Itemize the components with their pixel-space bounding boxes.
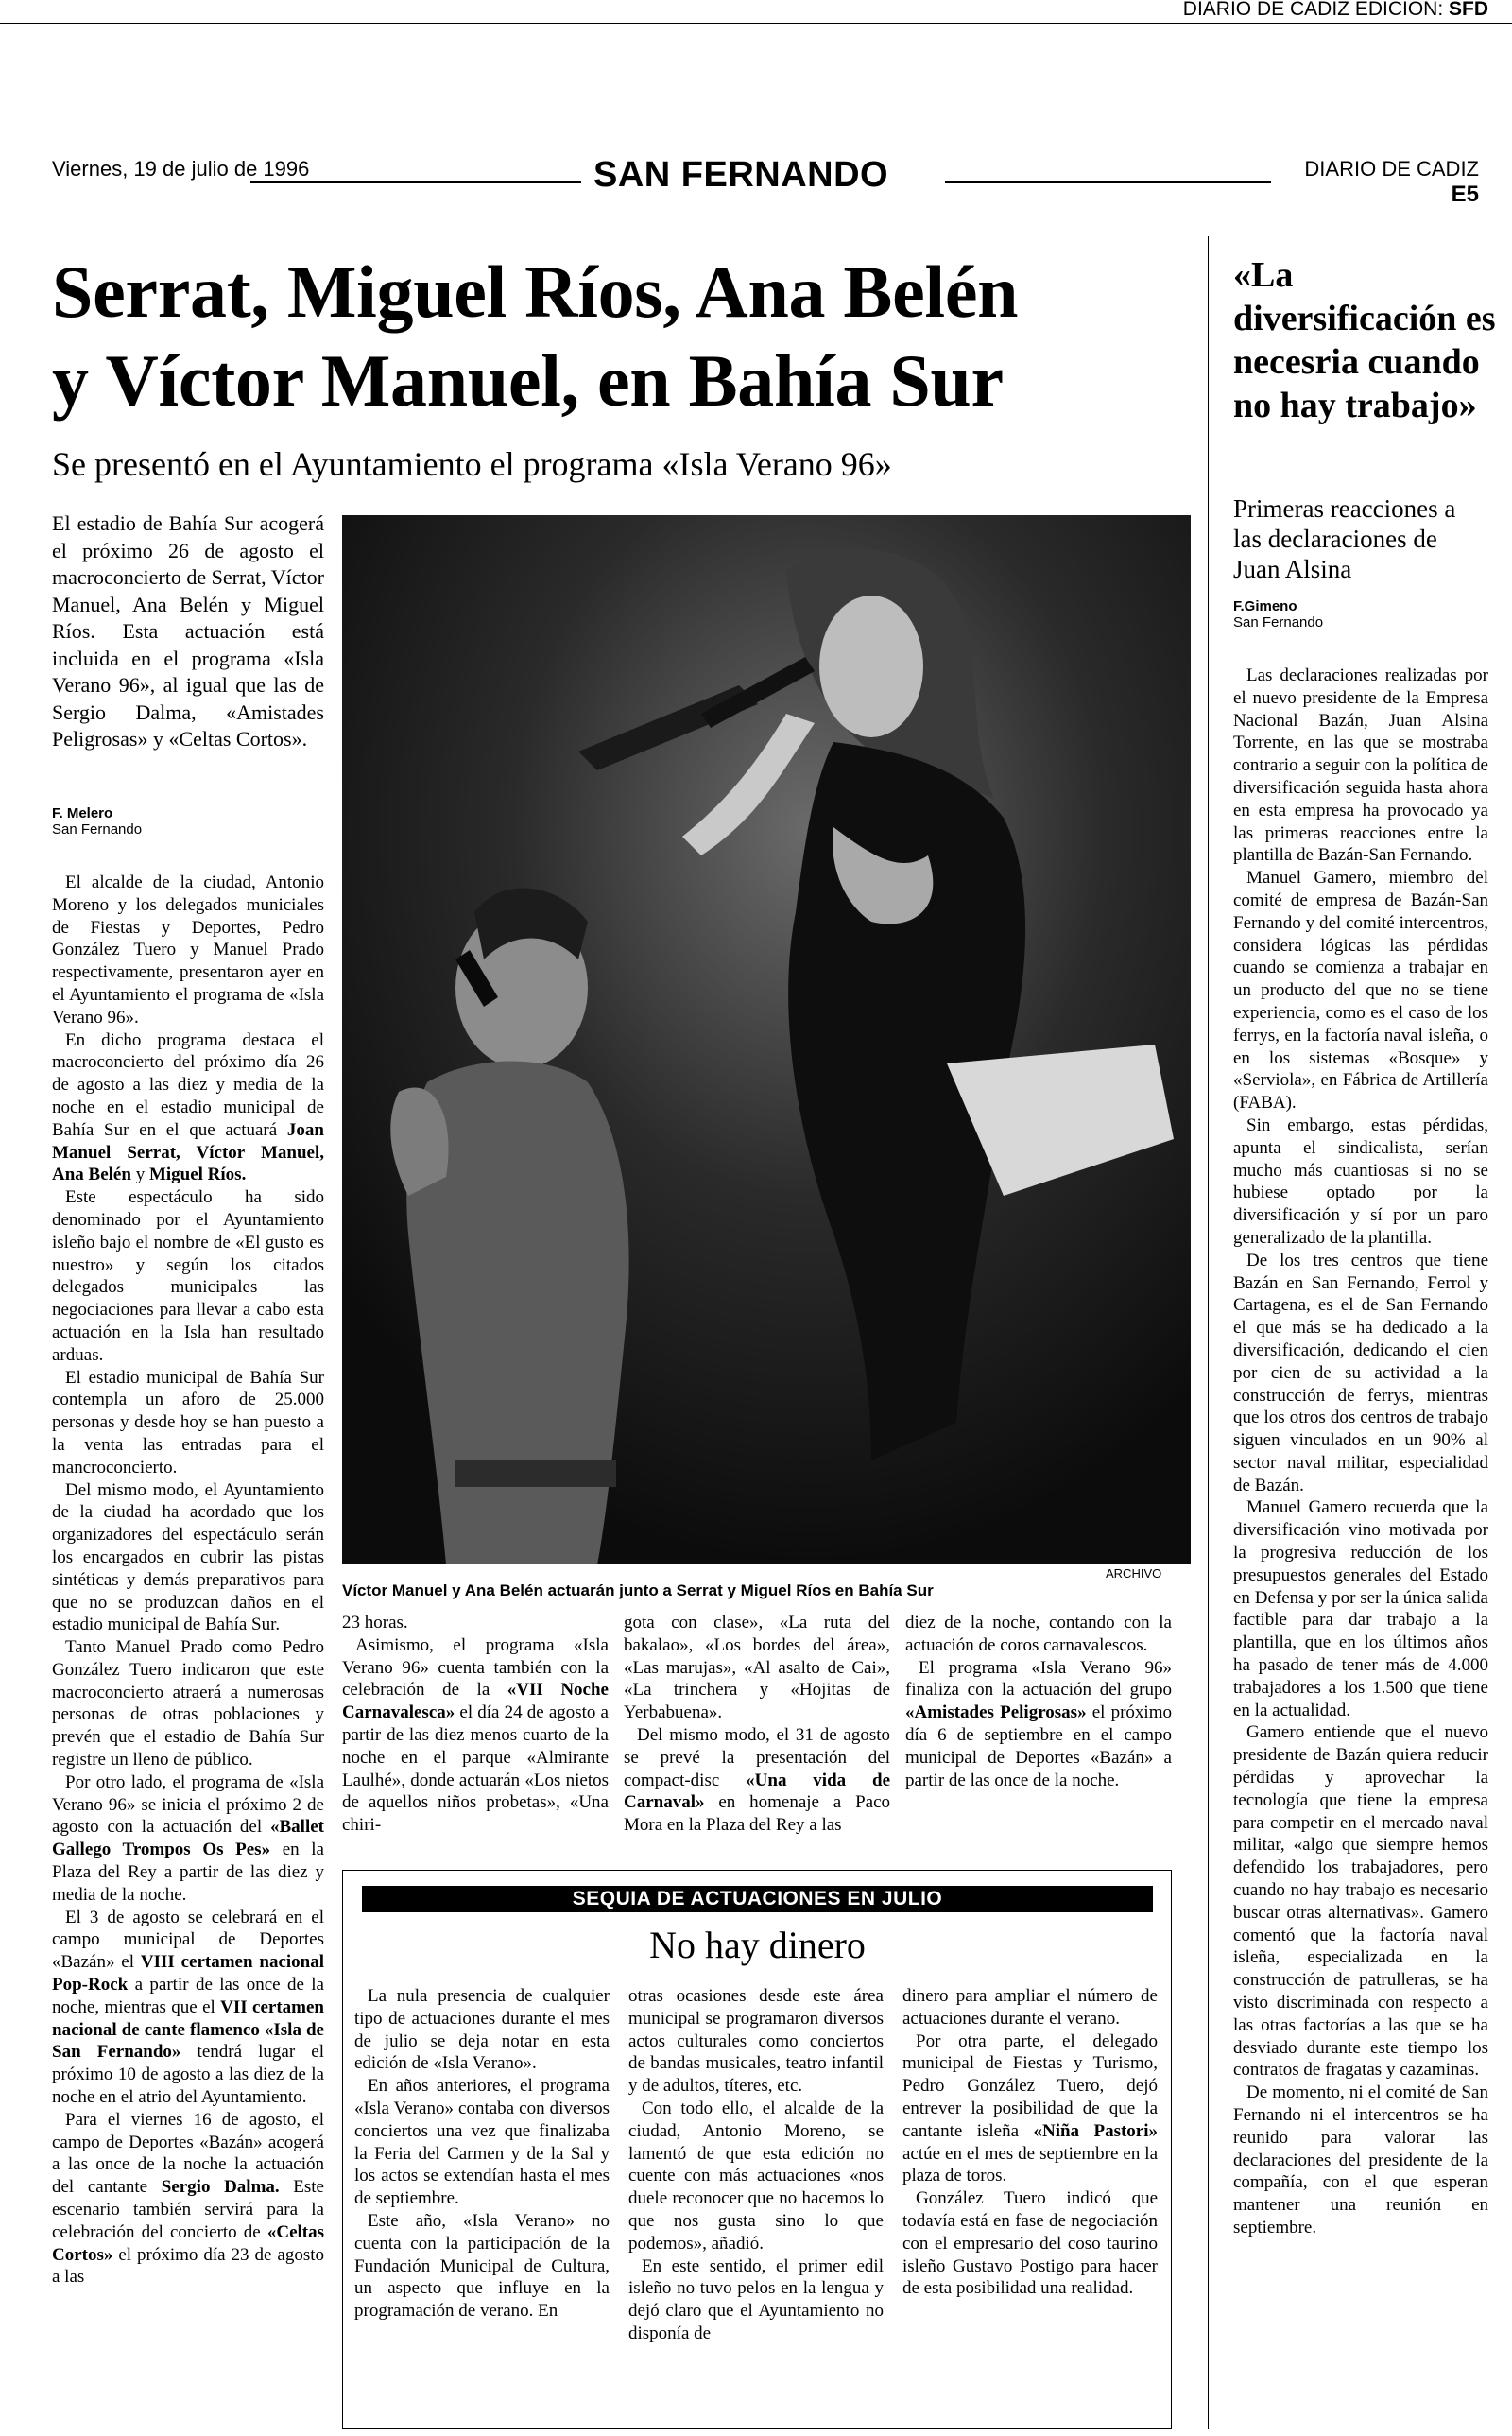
paragraph: Para el viernes 16 de agosto, el campo de Deportes «Bazán» acogerá a las once de la noche la actuación del cantante Sergio Dalma. Este escenario también servirá para la celebración del concierto de «Celtas Cortos» el próximo día 23 de agosto a las (52, 2109, 324, 2288)
paragraph: El programa «Isla Verano 96» finaliza con la actuación del grupo «Amistades Peligrosas» el próximo día 6 de septiembre en el campo municipal de Deportes «Bazán» a partir de las once de la noche. (905, 1657, 1172, 1790)
article-column-2 (342, 1612, 609, 1837)
page-number: E5 (1451, 181, 1479, 207)
concert-photo-image (342, 515, 1191, 1564)
paragraph: Tanto Manuel Prado como Pedro González Tuero indicaron que este macroconcierto atraerá a numerosas personas de otras poblaciones y prevén que el estadio de Bahía Sur registre un lleno de público. (52, 1637, 324, 1771)
page-date: Viernes, 19 de julio de 1996 (52, 157, 310, 181)
paragraph: El 3 de agosto se celebrará en el campo municipal de Deportes «Bazán» el VIII certamen nacional Pop-Rock a partir de las once de la noche, mientras que el VII certamen nacional de cante flamenco «Isla de San Fernando» tendrá lugar el próximo 10 de agosto a las diez de la noche en el atrio del Ayuntamiento. (52, 1907, 325, 2108)
main-headline (52, 248, 1177, 425)
paragraph: dinero para ampliar el número de actuaciones durante el verano. (902, 1986, 1158, 2029)
paragraph: González Tuero indicó que todavía está en fase de negociación con el empresario del coso taurino isleño Gustavo Postigo para hacer de esta posibilidad una realidad. (902, 2188, 1158, 2299)
paragraph: De los tres centros que tiene Bazán en San Fernando, Ferrol y Cartagena, es el de San Fernando el que más se ha dedicado a la diversificación, dedicando el cien por cien de su actividad a la construcción de ferrys, mientras que los otros dos centros de trabajo siguen vinculados en un 90% al sector naval militar, especialidad de Bazán. (1233, 1250, 1488, 1495)
concert-photo (342, 515, 1191, 1564)
edition-label: DIARIO DE CADIZ EDICION: (1182, 0, 1444, 20)
headline-line-1: Serrat, Miguel Ríos, Ana Belén (52, 251, 1019, 333)
article-column-1 (52, 872, 324, 2289)
box-title: No hay dinero (649, 1924, 866, 1966)
section-rule-right (945, 181, 1271, 183)
box-column-1 (354, 1985, 610, 2323)
box-column-2 (628, 1985, 884, 2345)
paragraph: En años anteriores, el programa «Isla Verano» contaba con diversos conciertos una vez que finalizaba la Feria del Carmen y de la Sal y los actos se extendían hasta el mes de septiembre. (354, 2076, 610, 2209)
paragraph: Por otra parte, el delegado municipal de Fiestas y Turismo, Pedro González Tuero, dejó entrever la posibilidad de que la cantante isleña «Niña Pastori» actúe en el mes de septiembre en la plaza de toros. (902, 2030, 1159, 2186)
side-headline: «La diversificación es necesria cuando no hay trabajo» (1233, 255, 1496, 425)
paragraph: En este sentido, el primer edil isleño no tuvo pelos en la lengua y dejó claro que el Ayuntamiento no disponía de (628, 2255, 884, 2343)
paragraph: Manuel Gamero, miembro del comité de empresa de Bazán-San Fernando y del comité intercentros, considera lógicas las pérdidas cuando se comienza a trabajar en un producto del que no se tiene experiencia, como es el caso de los ferrys, en la factoría naval isleña, o en los sistemas «Bosque» y «Serviola», en Fábrica de Artillería (FABA). (1233, 868, 1488, 1114)
section-title: SAN FERNANDO (593, 155, 889, 195)
paragraph: Sin embargo, estas pérdidas, apunta el sindicalista, serían mucho más cuantiosas si no se hubiese optado por la diversificación y sí por un paro generalizado de la plantilla. (1233, 1114, 1488, 1248)
strip-rule (0, 23, 1512, 24)
paper-title: DIARIO DE CADIZ (1304, 157, 1479, 181)
box-column-3 (902, 1985, 1158, 2300)
paragraph: El estadio municipal de Bahía Sur contempla un aforo de 25.000 personas y desde hoy se han puesto a la venta las entradas para el mancroconcierto. (52, 1367, 324, 1477)
paragraph: Del mismo modo, el Ayuntamiento de la ciudad ha acordado que los organizadores del espectáculo serán los encargados en cubrir las pistas sintéticas y demás preparativos para que no se produzcan daños en el estadio municipal de Bahía Sur. (52, 1479, 324, 1635)
article-column-3 (624, 1612, 890, 1837)
photo-credit: ARCHIVO (1106, 1566, 1162, 1581)
byline-name: F.Gimeno (1233, 598, 1297, 614)
side-subheadline: Primeras reacciones a las declaraciones de Juan Alsina (1233, 494, 1456, 583)
paragraph: En dicho programa destaca el macroconcierto del próximo día 26 de agosto a las diez y media de la noche en el estadio municipal de Bahía Sur en el que actuará Joan Manuel Serrat, Víctor Manuel, Ana Belén y Miguel Ríos. (52, 1029, 324, 1185)
paragraph: Las declaraciones realizadas por el nuevo presidente de la Empresa Nacional Bazán, Juan Alsina Torrente, en las que se mostraba contrario a seguir con la política de diversificación seguida hasta ahora en esta empresa ha provocado ya las primeras reacciones entre la plantilla de Bazán-San Fernando. (1233, 665, 1488, 866)
paragraph: gota con clase», «La ruta del bakalao», «Los bordes del área», «Las marujas», «Al asalto de Cai», «La trinchera y «Hojitas de Yerbabuena». (624, 1613, 890, 1723)
paragraph: Gamero entiende que el nuevo presidente de Bazán quiera reducir pérdidas y aprovechar la tecnología que tiene la empresa para competir en el mercado naval militar, «algo que siempre hemos defendido los trabajadores, pero cuando no hay trabajo es necesario buscar otras alternativas». Gamero comentó que la factoría naval isleña, especializada en la construcción de patrulleras, se ha visto discriminada con respecto a las otras factorías a las que se ha desviado durante este tiempo los contratos de fragatas y cazaminas. (1233, 1722, 1488, 2081)
article-lead: El estadio de Bahía Sur acogerá el próximo 26 de agosto el macroconcierto de Serrat, Víctor Manuel, Ana Belén y Miguel Ríos. Esta actuación está incluida en el programa «Isla Verano 96», al igual que las de Sergio Dalma, «Amistades Peligrosas» y «Celtas Cortos». (52, 511, 324, 751)
paragraph: Este espectáculo ha sido denominado por el Ayuntamiento isleño bajo el nombre de «El gusto es nuestro» y según los citados delegados municipales las negociaciones para llevar a cabo esta actuación en la Isla han resultado arduas. (52, 1187, 324, 1365)
paragraph: diez de la noche, contando con la actuación de coros carnavalescos. (905, 1613, 1172, 1655)
paragraph: Asimismo, el programa «Isla Verano 96» cuenta también con la celebración de la «VII Noche Carnavalesca» el día 24 de agosto a partir de las diez menos cuarto de la noche en el parque «Almirante Laulhé», donde actuarán «Los nietos de aquellos niños probetas», «Una chiri- (342, 1634, 609, 1836)
paragraph: La nula presencia de cualquier tipo de actuaciones durante el mes de julio se deja notar en esta edición de «Isla Verano». (354, 1986, 610, 2074)
paragraph: Manuel Gamero recuerda que la diversificación vino motivada por la progresiva reducción de los presupuestos generales del Estado en Defensa y por ser la única salida factible para dar trabajo a la plantilla, que en los últimos años ha pasado de tener más de 4.000 trabajadores a los 1.500 que tiene en la actualidad. (1233, 1497, 1488, 1720)
paragraph: Del mismo modo, el 31 de agosto se prevé la presentación del compact-disc «Una vida de Carnaval» en homenaje a Paco Mora en la Plaza del Rey a las (624, 1724, 890, 1836)
headline-line-2: y Víctor Manuel, en Bahía Sur (52, 339, 1004, 422)
edition-strip (1115, 0, 1488, 21)
side-body (1233, 665, 1488, 2239)
paragraph: El alcalde de la ciudad, Antonio Moreno y los delegados municiales de Fiestas y Deportes, Pedro González Tuero y Manuel Prado respectivamente, presentaron ayer en el Ayuntamiento el programa de «Isla Verano 96». (52, 872, 324, 1028)
paragraph: De momento, ni el comité de San Fernando ni el intercentros se ha reunido para valorar las declaraciones del presidente de la compañía, con el que esperan mantener una reunión en septiembre. (1233, 2082, 1488, 2237)
side-byline (1233, 598, 1323, 631)
edition-code: SFD (1449, 0, 1488, 20)
main-subheadline: Se presentó en el Ayuntamiento el programa «Isla Verano 96» (52, 445, 892, 483)
paragraph: Con todo ello, el alcalde de la ciudad, Antonio Moreno, se lamentó de que esta edición no cuente con más actuaciones «nos duele reconocer que no hacemos lo que nos gusta sino lo que podemos», añadió. (628, 2098, 884, 2254)
photo-caption: Víctor Manuel y Ana Belén actuarán junto a Serrat y Miguel Ríos en Bahía Sur (342, 1581, 934, 1599)
paragraph: 23 horas. (342, 1613, 408, 1633)
section-rule-left (250, 181, 581, 183)
article-column-4 (905, 1612, 1172, 1791)
paragraph: Por otro lado, el programa de «Isla Verano 96» se inicia el próximo 2 de agosto con la actuación del «Ballet Gallego Trompos Os Pes» en la Plaza del Rey a partir de las diez y media de la noche. (52, 1771, 324, 1905)
byline-place: San Fernando (1233, 614, 1324, 631)
paragraph: Este año, «Isla Verano» no cuenta con la participación de la Fundación Municipal de Cultura, un aspecto que influye en la programación de verano. En (354, 2210, 610, 2322)
article-byline (52, 805, 142, 838)
paragraph: otras ocasiones desde este área municipal se programaron diversos actos culturales como conciertos de bandas musicales, teatro infantil y de adultos, títeres, etc. (628, 1986, 884, 2097)
box-kicker: SEQUIA DE ACTUACIONES EN JULIO (362, 1886, 1153, 1912)
byline-name: F. Melero (52, 805, 113, 821)
paper-name (1280, 157, 1479, 208)
byline-place: San Fernando (52, 821, 143, 838)
column-divider (1208, 236, 1209, 2429)
